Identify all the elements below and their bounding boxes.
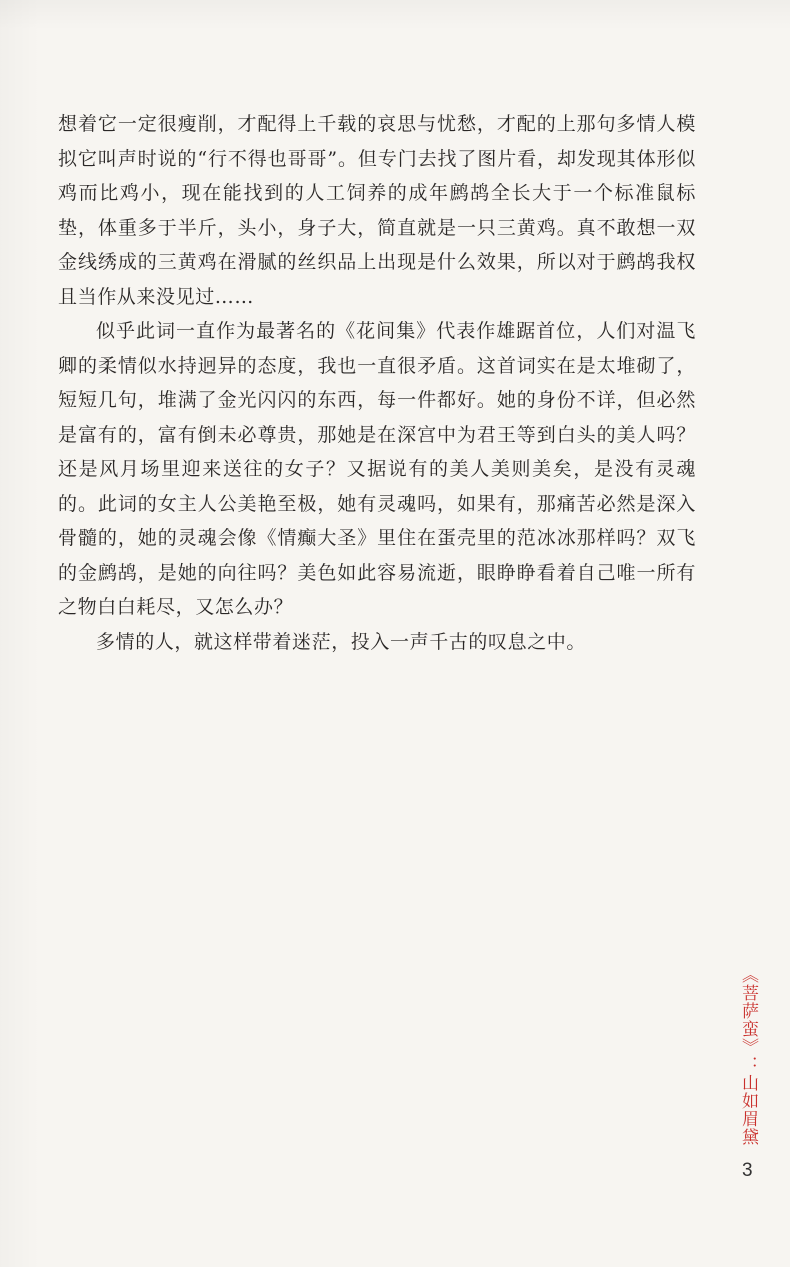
page-number: 3 [742,1160,753,1181]
body-text [58,107,696,659]
paragraph-1: 想着它一定很瘦削，才配得上千载的哀思与忧愁，才配的上那句多情人模拟它叫声时说的“行不得也哥哥”。但专门去找了图片看，却发现其体形似鸡而比鸡小，现在能找到的人工饲养的成年鹧鸪全长大于一个标准鼠标垫，体重多于半斤，头小，身子大，简直就是一只三黄鸡。真不敢想一双金线绣成的三黄鸡在滑腻的丝织品上出现是什么效果，所以对于鹧鸪我权且当作从来没见过…… [58,113,696,308]
paragraph-2: 似乎此词一直作为最著名的《花间集》代表作雄踞首位，人们对温飞卿的柔情似水持迥异的态度，我也一直很矛盾。这首词实在是太堆砌了，短短几句，堆满了金光闪闪的东西，每一件都好。她的身份不详，但必然是富有的，富有倒未必尊贵，那她是在深宫中为君王等到白头的美人吗？还是风月场里迎来送往的女子？又据说有的美人美则美矣，是没有灵魂的。此词的女主人公美艳至极，她有灵魂吗，如果有，那痛苦必然是深入骨髓的，她的灵魂会像《情癫大圣》里住在蛋壳里的范冰冰那样吗？双飞的金鹧鸪，是她的向往吗？美色如此容易流逝，眼睁睁看着自己唯一所有之物白白耗尽，又怎么办？ [58,320,696,618]
paragraph-3: 多情的人，就这样带着迷茫，投入一声千古的叹息之中。 [96,630,587,653]
chapter-side-title: 《菩萨蛮》：山如眉黛 [738,966,758,1146]
